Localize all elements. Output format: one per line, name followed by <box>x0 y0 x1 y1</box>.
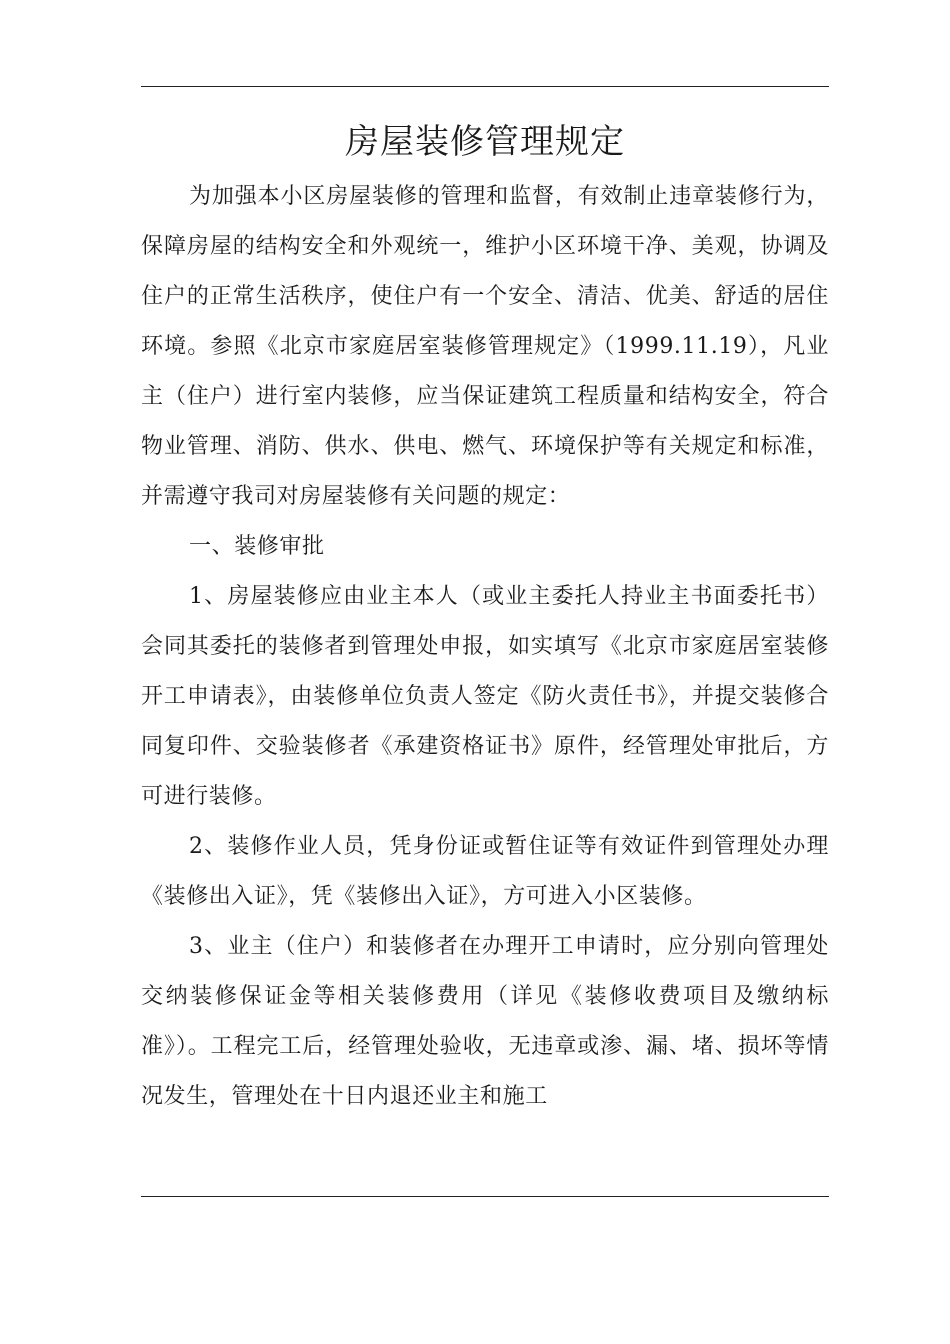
paragraph-item-3: 3、业主（住户）和装修者在办理开工申请时，应分别向管理处交纳装修保证金等相关装修费用（详见《装修收费项目及缴纳标准》）。工程完工后，经管理处验收，无违章或渗、漏、堵、损坏等情况发生，管理处在十日内退还业主和施工 <box>141 934 829 1109</box>
paragraph-item-1: 1、房屋装修应由业主本人（或业主委托人持业主书面委托书）会同其委托的装修者到管理处申报，如实填写《北京市家庭居室装修开工申请表》，由装修单位负责人签定《防火责任书》，并提交装修合同复印件、交验装修者《承建资格证书》原件，经管理处审批后，方可进行装修。 <box>141 584 829 809</box>
paragraph-item-2: 2、装修作业人员，凭身份证或暂住证等有效证件到管理处办理《装修出入证》，凭《装修出入证》，方可进入小区装修。 <box>141 834 829 909</box>
footer-rule <box>141 1196 829 1197</box>
document-title: 房屋装修管理规定 <box>345 122 625 162</box>
section-heading-approval: 一、装修审批 <box>189 534 325 559</box>
header-rule <box>141 86 829 87</box>
document-body <box>141 112 829 1122</box>
paragraph-intro: 为加强本小区房屋装修的管理和监督，有效制止违章装修行为，保障房屋的结构安全和外观统一，维护小区环境干净、美观，协调及住户的正常生活秩序，使住户有一个安全、清洁、优美、舒适的居住环境。参照《北京市家庭居室装修管理规定》（1999.11.19），凡业主（住户）进行室内装修，应当保证建筑工程质量和结构安全，符合物业管理、消防、供水、供电、燃气、环境保护等有关规定和标准，并需遵守我司对房屋装修有关问题的规定： <box>141 184 829 509</box>
